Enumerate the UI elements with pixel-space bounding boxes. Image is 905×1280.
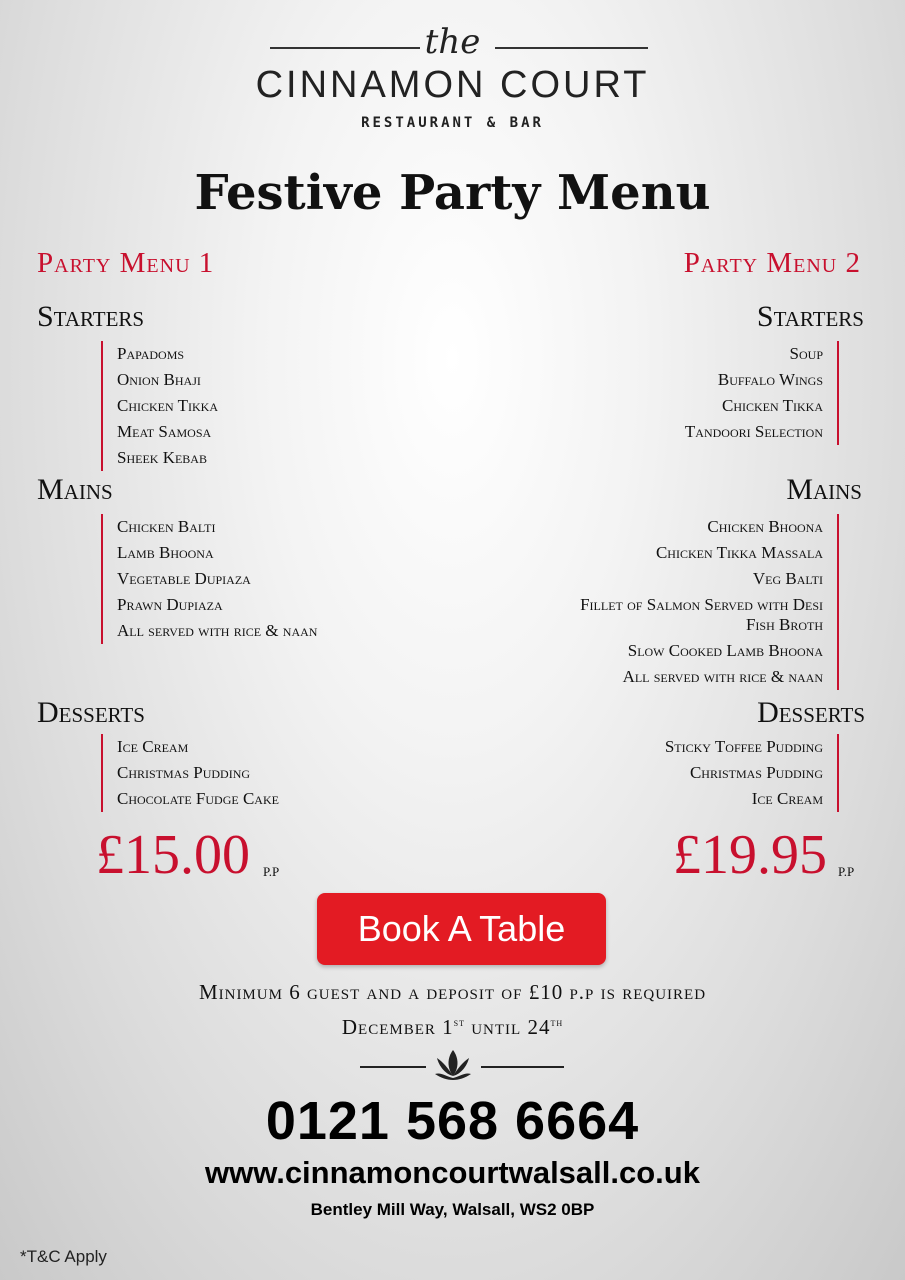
- list-item: Sheek Kebab: [117, 448, 207, 467]
- list-item: Chicken Tikka Massala: [655, 543, 823, 562]
- date-end-suffix: th: [550, 1017, 564, 1029]
- date-end: until 24: [464, 1015, 551, 1039]
- address: Bentley Mill Way, Walsall, WS2 0BP: [310, 1200, 595, 1219]
- date-range: [0, 1015, 905, 1040]
- minimum-guest-note: Minimum 6 guest and a deposit of £10 p.p is required: [198, 980, 707, 1004]
- lotus-ornament-icon: [433, 1048, 473, 1082]
- list-item: Lamb Bhoona: [117, 543, 214, 562]
- menu1-per-person: P.P: [263, 864, 280, 879]
- logo-subtitle: RESTAURANT & BAR: [361, 115, 544, 131]
- logo-the: the: [424, 22, 481, 62]
- list-item: Ice Cream: [117, 737, 189, 756]
- divider-right: [481, 1066, 564, 1068]
- page-title: Festive Party Menu: [194, 165, 711, 221]
- list-item: Chicken Bhoona: [707, 517, 823, 536]
- divider-left: [360, 1066, 426, 1068]
- list-item: Sticky Toffee Pudding: [664, 737, 823, 756]
- menu2-mains-list: [563, 514, 839, 690]
- list-item: Buffalo Wings: [717, 370, 823, 389]
- list-item: All served with rice & naan: [117, 621, 318, 640]
- date-start: December 1: [341, 1015, 454, 1039]
- phone-number[interactable]: 0121 568 6664: [265, 1091, 640, 1151]
- menu2-per-person: P.P: [838, 864, 855, 879]
- menu2-price: £19.95: [673, 824, 827, 886]
- menu1-title: Party Menu 1: [37, 247, 215, 279]
- menu2-desserts-heading: Desserts: [757, 696, 865, 729]
- menu2-desserts-list: [665, 734, 839, 812]
- list-item: Chocolate Fudge Cake: [117, 789, 279, 808]
- list-item: Meat Samosa: [117, 422, 212, 441]
- list-item: Ice Cream: [751, 789, 823, 808]
- list-item: Soup: [789, 344, 823, 363]
- list-item: Vegetable Dupiaza: [117, 569, 251, 588]
- terms-note: *T&C Apply: [20, 1247, 107, 1266]
- list-item: Slow Cooked Lamb Bhoona: [627, 641, 823, 660]
- list-item: Fillet of Salmon Served with Desi Fish Broth: [580, 595, 823, 634]
- list-item: Chicken Tikka: [117, 396, 218, 415]
- date-start-suffix: st: [453, 1017, 465, 1029]
- menu2-title: Party Menu 2: [683, 247, 861, 279]
- book-a-table-button[interactable]: Book A Table: [317, 893, 606, 965]
- menu2-mains-heading: Mains: [786, 473, 862, 506]
- list-item: Onion Bhaji: [117, 370, 201, 389]
- menu2-starters-heading: Starters: [756, 300, 864, 333]
- menu1-mains-list: [101, 514, 317, 644]
- list-item: Christmas Pudding: [117, 763, 251, 782]
- list-item: Tandoori Selection: [684, 422, 823, 441]
- list-item: Papadoms: [117, 344, 185, 363]
- menu1-desserts-heading: Desserts: [37, 696, 145, 729]
- list-item: Prawn Dupiaza: [117, 595, 223, 614]
- list-item: Christmas Pudding: [689, 763, 823, 782]
- menu1-starters-list: [101, 341, 218, 471]
- list-item: Chicken Balti: [117, 517, 216, 536]
- website-link[interactable]: www.cinnamoncourtwalsall.co.uk: [205, 1155, 700, 1190]
- menu1-price: £15.00: [96, 824, 250, 886]
- menu2-starters-list: [685, 341, 839, 445]
- list-item: Chicken Tikka: [722, 396, 823, 415]
- menu1-desserts-list: [101, 734, 279, 812]
- menu1-starters-heading: Starters: [37, 300, 145, 333]
- logo-name: CINNAMON COURT: [255, 64, 650, 106]
- list-item: Veg Balti: [752, 569, 823, 588]
- menu1-mains-heading: Mains: [37, 473, 113, 506]
- list-item: All served with rice & naan: [622, 667, 823, 686]
